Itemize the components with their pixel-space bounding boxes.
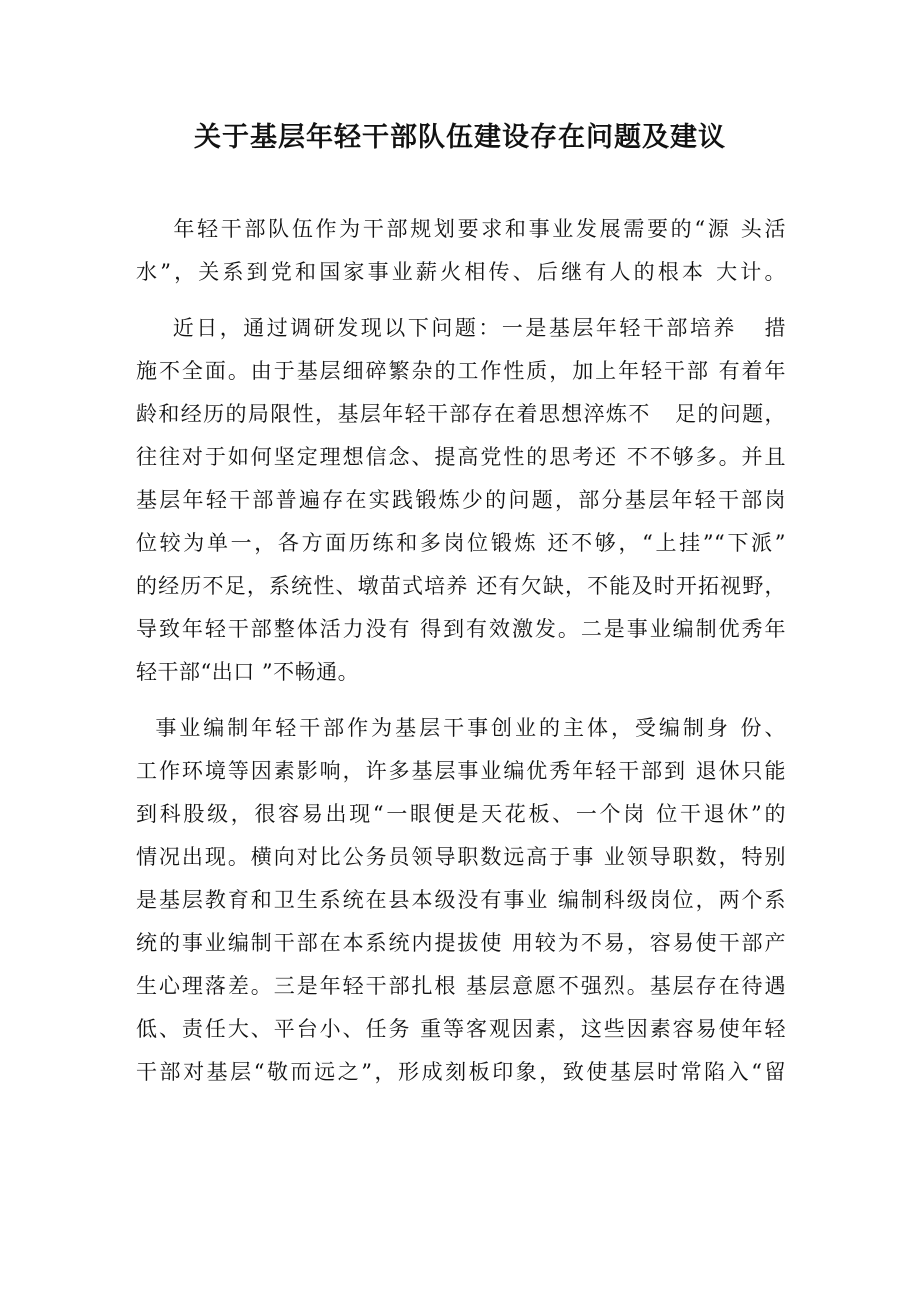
text-line: 年轻干部队伍作为干部规划要求和事业发展需要的“源 头活	[136, 217, 786, 241]
document-title: 关于基层年轻干部队伍建设存在问题及建议	[194, 122, 726, 153]
text-line: 低、责任大、平台小、任务 重等客观因素，这些因素容易使年轻	[136, 1017, 786, 1041]
text-line: 往往对于如何坚定理想信念、提高党性的思考还 不不够多。并且	[136, 445, 786, 469]
text-line: 导致年轻干部整体活力没有 得到有效激发。二是事业编制优秀年	[136, 617, 786, 641]
text-line: 位较为单一，各方面历练和多岗位锻炼 还不够，“上挂”“下派”	[136, 531, 786, 555]
text-line: 近日，通过调研发现以下问题：一是基层年轻干部培养 措	[136, 316, 786, 340]
text-line: 统的事业编制干部在本系统内提拔使 用较为不易，容易使干部产	[136, 931, 786, 955]
text-line: 是基层教育和卫生系统在县本级没有事业 编制科级岗位，两个系	[136, 888, 786, 912]
text-line: 轻干部“出口 ”不畅通。	[136, 660, 360, 684]
text-line: 的经历不足，系统性、墩苗式培养 还有欠缺，不能及时开拓视野，	[136, 574, 786, 598]
text-line: 到科股级，很容易出现“一眼便是天花板、一个岗 位干退休”的	[136, 802, 786, 826]
text-line: 施不全面。由于基层细碎繁杂的工作性质，加上年轻干部 有着年	[136, 359, 786, 383]
text-line: 事业编制年轻干部作为基层干事创业的主体，受编制身 份、	[136, 716, 786, 740]
text-line: 情况出现。横向对比公务员领导职数远高于事 业领导职数，特别	[136, 845, 786, 869]
text-line: 龄和经历的局限性，基层年轻干部存在着思想淬炼不 足的问题，	[136, 402, 786, 426]
text-line: 水”，关系到党和国家事业薪火相传、后继有人的根本 大计。	[136, 260, 786, 284]
text-line: 工作环境等因素影响，许多基层事业编优秀年轻干部到 退休只能	[136, 759, 786, 783]
text-line: 干部对基层“敬而远之”，形成刻板印象，致使基层时常陷入“留	[136, 1060, 786, 1084]
text-line: 基层年轻干部普遍存在实践锻炼少的问题，部分基层年轻干部岗	[136, 488, 786, 512]
text-line: 生心理落差。三是年轻干部扎根 基层意愿不强烈。基层存在待遇	[136, 974, 786, 998]
